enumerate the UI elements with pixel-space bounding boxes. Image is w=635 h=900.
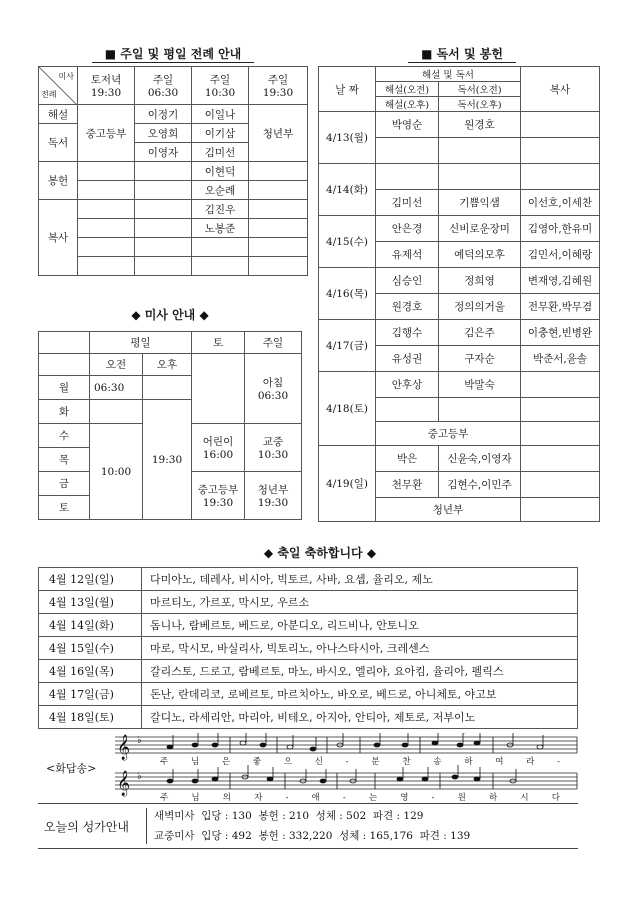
feast-table [38, 567, 578, 729]
liturgy-title: ■ 주일 및 평일 전례 안내 [92, 45, 254, 63]
date-cell: 4/16(목) [319, 268, 376, 320]
day-label: 목 [39, 448, 90, 472]
feast-row: 4월 15일(수) 마로, 막시모, 바실리사, 빅토리노, 아나스타시아, 크레센스 [39, 637, 578, 660]
liturgy-table: 미사 전례 토저녁 19:30 주일 06:30 주일 10:30 주일 19:30 해설 중고등부 이정기 이일나 청년부 독서 오영희 이기삼 이영자 김미선 봉헌 이현덕 오순례 복사 김진우 노봉준 [38, 66, 308, 276]
date-cell: 4/17(금) [319, 320, 376, 372]
lyrics-line-2: 주 님 의 자 - 애 - 는 영 - 원 하 시 다 [160, 793, 560, 803]
col-head: 주일 10:30 [192, 67, 249, 105]
feast-row: 4월 14일(화) 돔니나, 람베르토, 베드로, 아분디오, 리드비나, 안토니오 [39, 614, 578, 637]
feast-row: 4월 12일(일) 다미아노, 데레사, 비시아, 빅토르, 사바, 요셉, 율리오, 제노 [39, 568, 578, 591]
svg-text:𝄞: 𝄞 [117, 735, 131, 760]
row-label: 독서 [39, 124, 78, 162]
hymn-label: 오늘의 성가안내 [44, 820, 129, 834]
date-cell: 4/15(수) [319, 216, 376, 268]
svg-text:𝄞: 𝄞 [117, 771, 131, 796]
corner-cell: 미사 전례 [39, 67, 78, 105]
group-cell: 청년부 [249, 105, 308, 162]
feast-row: 4월 13일(월) 마르티노, 가르포, 막시모, 우르소 [39, 591, 578, 614]
date-cell: 4/13(월) [319, 112, 376, 164]
group-cell: 중고등부 [78, 105, 135, 162]
feast-row: 4월 16일(목) 갈리스토, 드로고, 람베르토, 마노, 바시오, 엘리야, 요아킴, 율리아, 펠릭스 [39, 660, 578, 683]
date-cell: 4/19(일) [319, 446, 376, 522]
col-head: 주일 19:30 [249, 67, 308, 105]
feast-row: 4월 17일(금) 돈난, 란데리코, 로베르토, 마르치아노, 바오로, 베드로, 아니체토, 야고보 [39, 683, 578, 706]
hymn-line-1: 새벽미사 입당 : 130 봉헌 : 210 성체 : 502 파견 : 129 [154, 810, 424, 822]
reading-table: 날 짜 해설 및 독서 복사 해설(오전) 독서(오전) 해설(오후) 독서(오후) 4/13(월) 박영순 원경호 4/14(화) 김미선 기쁨익샘 이선호,이세찬 4/15(수) 안은경 신비로운장미 김영아,한유미 유제석 예덕의모후 김민서,이혜랑 4/16(목) 심승인 정희영 변재영,김혜원 원경호 정의의거울 전무환,박무겸 4/17(금) 김행수 김은주 이충현,빈병완 유성권 구자순 박준서,윤솔 4/18(토) 안후상 박말숙 중고등부 4/19(일) 박은 신윤숙,이영자 천무환 김현수,이민주 청년부 [318, 66, 600, 522]
psalm-label: <화답송> [46, 762, 97, 775]
svg-text:♭: ♭ [137, 771, 142, 782]
psalm-score [115, 733, 580, 803]
day-label: 월 [39, 376, 90, 400]
row-label: 봉헌 [39, 162, 78, 200]
feast-row: 4월 18일(토) 갈디노, 라세리안, 마리아, 비테오, 아지아, 안티아, 제토로, 저부이노 [39, 706, 578, 729]
col-head: 주일 06:30 [135, 67, 192, 105]
day-label: 토 [39, 496, 90, 520]
feast-title: ◆ 축일 축하합니다 ◆ [263, 546, 377, 560]
mass-table: 평일 토 주일 오전 오후 아침 06:30 월 06:30 화 19:30 수 10:00 어린이 16:00 교중 10:30 목 금 중고등부 19:30 청년부 19:30 토 [38, 331, 302, 520]
row-label: 복사 [39, 200, 78, 276]
hymn-box [38, 803, 578, 849]
col-head: 토저녁 19:30 [78, 67, 135, 105]
day-label: 수 [39, 424, 90, 448]
mass-title: ◆ 미사 안내 ◆ [131, 308, 209, 322]
date-cell: 4/18(토) [319, 372, 376, 446]
date-cell: 4/14(화) [319, 164, 376, 216]
reading-title: ■ 독서 및 봉헌 [408, 45, 516, 63]
day-label: 금 [39, 472, 90, 496]
row-label: 해설 [39, 105, 78, 124]
hymn-line-2: 교중미사 입당 : 492 봉헌 : 332,220 성체 : 165,176 파견 : 139 [154, 830, 471, 842]
svg-text:♭: ♭ [137, 735, 142, 746]
lyrics-line-1: 주 님 은 좋 으 신 - 분 찬 송 하 여 라 - [160, 757, 560, 767]
day-label: 화 [39, 400, 90, 424]
